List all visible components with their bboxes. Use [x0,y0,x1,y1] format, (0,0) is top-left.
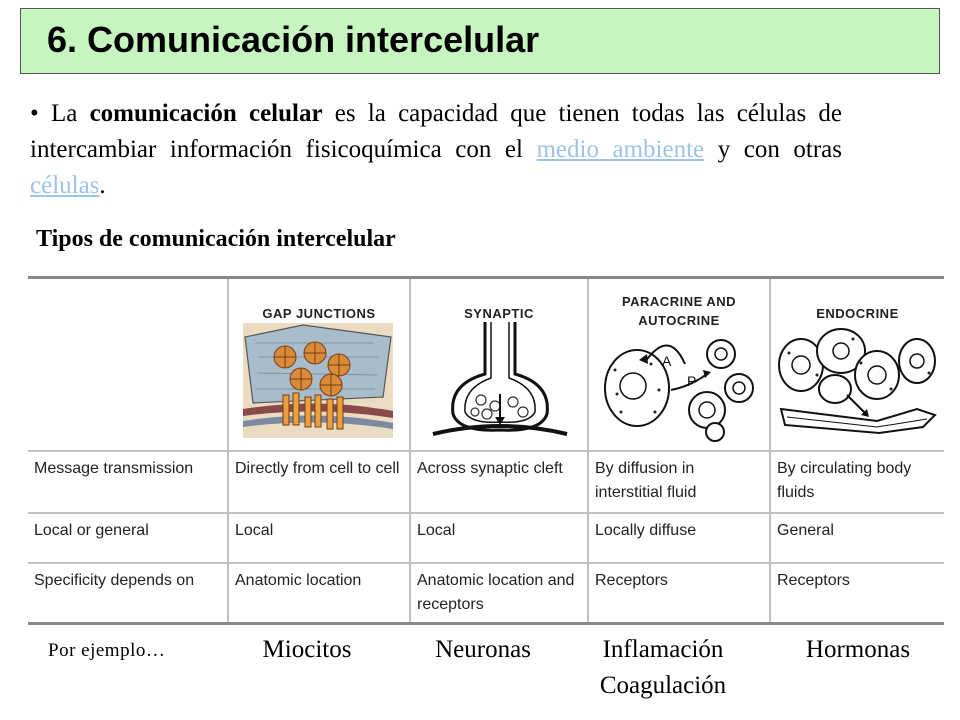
example-neuronas: Neuronas [435,636,531,663]
col-title-paracrine-line2: AUTOCRINE [638,313,720,328]
intro-text-4: . [99,172,106,199]
link-medio-ambiente[interactable]: medio ambiente [536,136,705,163]
table-cell: Anatomic location [228,563,410,624]
example-inflamacion: Inflamación [602,636,724,663]
title-banner [20,8,940,74]
communication-types-table [28,276,944,625]
table-cell: Anatomic location and receptors [410,563,588,624]
table-cell: Across synaptic cleft [410,451,588,513]
examples-intro: Por ejemplo… [48,640,166,661]
table-cell: Receptors [588,563,770,624]
header-paracrine [588,278,770,451]
table-cell: Receptors [770,563,944,624]
section-subtitle: Tipos de comunicación intercelular [36,226,396,252]
table-cell: General [770,513,944,563]
intro-bold-term: comunicación celular [89,100,323,127]
intro-text-3: y con otras [704,136,842,163]
endocrine-illustration [777,325,937,440]
row-label-local-or-general: Local or general [28,513,228,563]
table-row [28,513,944,563]
header-endocrine [770,278,944,451]
table-row [28,451,944,513]
label-autocrine-a: A [662,352,672,369]
col-title-synaptic: SYNAPTIC [464,306,534,321]
example-coagulacion: Coagulación [599,672,727,699]
page-title: 6. Comunicación intercelular [47,19,540,60]
paracrine-illustration [599,324,759,442]
synapse-illustration [425,322,575,442]
header-blank-cell [28,278,228,451]
intro-text-1: La [38,100,90,127]
table-header-row [28,278,944,451]
example-hormonas: Hormonas [805,636,911,663]
example-miocitos: Miocitos [262,636,352,663]
table-cell: By circulating body fluids [770,451,944,513]
link-celulas[interactable]: células [30,172,100,199]
table-row [28,563,944,624]
header-synaptic [410,278,588,451]
table-cell: Local [228,513,410,563]
row-label-specificity: Specificity depends on [28,563,228,624]
intro-text-2: es la capacidad que tienen todas las células de intercambiar información fisicoquímica con el [30,100,842,163]
row-label-message-transmission: Message transmission [28,451,228,513]
table-cell: Local [410,513,588,563]
label-paracrine-p: P [687,372,697,389]
col-title-endocrine: ENDOCRINE [816,306,899,321]
header-gap-junctions [228,278,410,451]
intro-paragraph [30,96,842,204]
table-cell: Locally diffuse [588,513,770,563]
bullet: • [30,100,39,127]
col-title-gap-junctions: GAP JUNCTIONS [262,306,376,321]
col-title-paracrine-line1: PARACRINE AND [621,294,737,309]
examples-row [0,634,960,714]
gap-junction-illustration [243,323,393,438]
table-cell: By diffusion in interstitial fluid [588,451,770,513]
table-cell: Directly from cell to cell [228,451,410,513]
